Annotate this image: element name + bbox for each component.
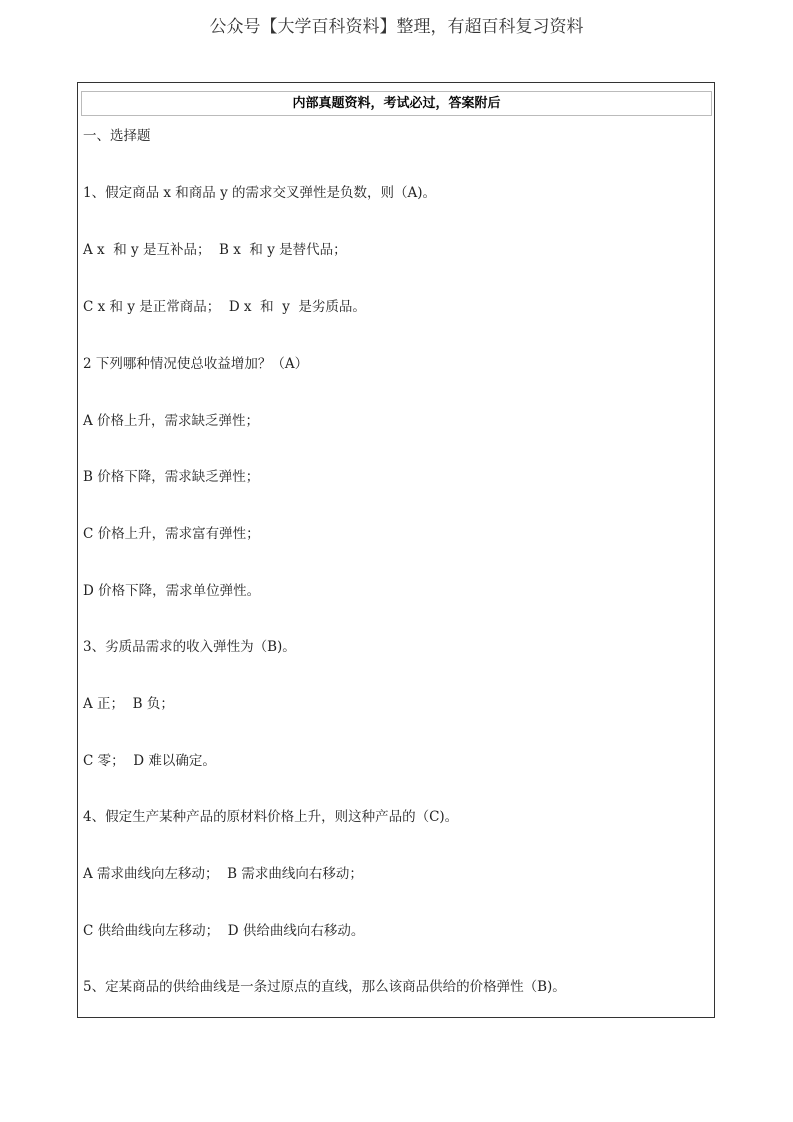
content-box	[77, 82, 715, 1018]
section-heading: 一、选择题	[83, 128, 151, 144]
question-line: A 需求曲线向左移动； B 需求曲线向右移动；	[83, 866, 363, 882]
page-header: 公众号【大学百科资料】整理，有超百科复习资料	[209, 17, 584, 37]
question-line: 2 下列哪种情况使总收益增加？（A）	[83, 356, 309, 372]
question-line: C 零； D 难以确定。	[83, 753, 216, 769]
question-line: C 供给曲线向左移动； D 供给曲线向右移动。	[83, 923, 365, 939]
question-line: 5、定某商品的供给曲线是一条过原点的直线，那么该商品供给的价格弹性（B)。	[83, 979, 566, 995]
question-line: 4、假定生产某种产品的原材料价格上升，则这种产品的（C)。	[83, 809, 459, 825]
question-line: C x 和 y 是正常商品； D x 和 y 是劣质品。	[83, 299, 366, 315]
question-line: A 价格上升，需求缺乏弹性；	[83, 413, 260, 429]
question-line: 3、劣质品需求的收入弹性为（B)。	[83, 639, 296, 655]
question-line: D 价格下降，需求单位弹性。	[83, 583, 261, 599]
question-line: B 价格下降，需求缺乏弹性；	[83, 469, 260, 485]
question-line: A 正； B 负；	[83, 696, 174, 712]
question-line: A x 和 y 是互补品； B x 和 y 是替代品；	[83, 242, 347, 258]
question-line: C 价格上升，需求富有弹性；	[83, 526, 260, 542]
box-title: 内部真题资料，考试必过，答案附后	[81, 91, 712, 116]
question-line: 1、假定商品 x 和商品 y 的需求交叉弹性是负数，则（A)。	[83, 185, 437, 201]
